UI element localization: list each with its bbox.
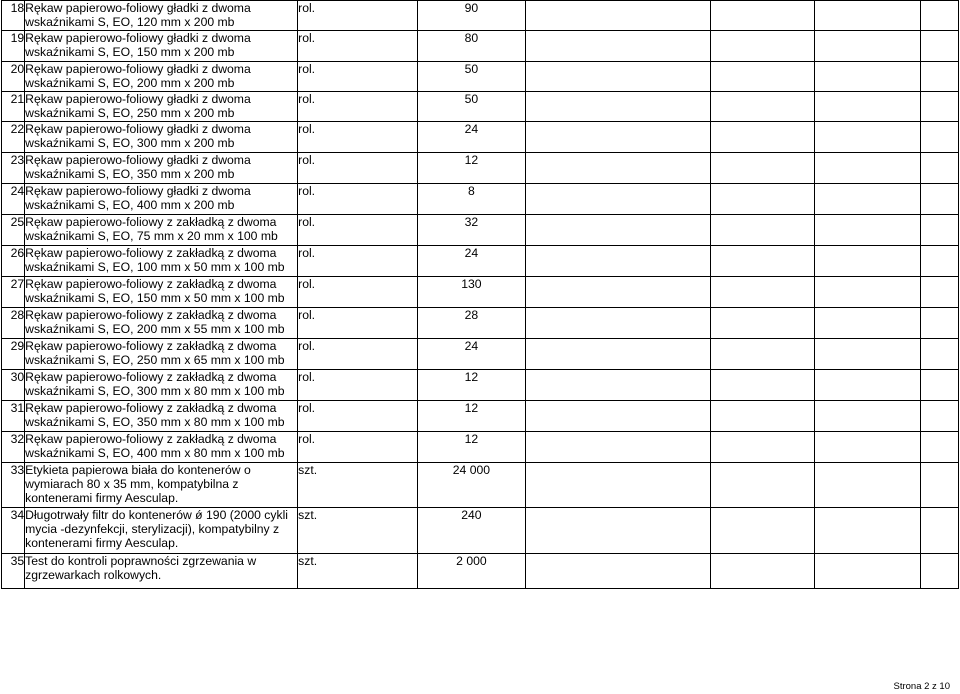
empty-cell xyxy=(814,277,920,308)
item-number: 20 xyxy=(2,62,25,92)
empty-cell xyxy=(525,370,710,401)
empty-cell xyxy=(525,401,710,432)
item-quantity: 24 000 xyxy=(418,463,526,508)
item-unit: rol. xyxy=(298,370,418,401)
item-description: Rękaw papierowo-foliowy gładki z dwoma wskaźnikami S, EO, 200 mm x 200 mb xyxy=(25,62,298,92)
empty-cell xyxy=(920,370,958,401)
item-quantity: 240 xyxy=(418,508,526,554)
empty-cell xyxy=(525,122,710,153)
empty-cell xyxy=(525,508,710,554)
item-quantity: 24 xyxy=(418,122,526,153)
item-number: 25 xyxy=(2,215,25,246)
empty-cell xyxy=(920,463,958,508)
item-quantity: 50 xyxy=(418,92,526,122)
empty-cell xyxy=(525,432,710,463)
table-row xyxy=(2,122,959,153)
tender-items-table xyxy=(1,0,959,589)
item-number: 23 xyxy=(2,153,25,184)
empty-cell xyxy=(814,508,920,554)
empty-cell xyxy=(711,508,815,554)
item-unit: rol. xyxy=(298,215,418,246)
empty-cell xyxy=(711,463,815,508)
item-quantity: 80 xyxy=(418,31,526,62)
table-body xyxy=(2,1,959,589)
empty-cell xyxy=(711,370,815,401)
empty-cell xyxy=(711,246,815,277)
empty-cell xyxy=(920,1,958,31)
item-description: Rękaw papierowo-foliowy gładki z dwoma wskaźnikami S, EO, 120 mm x 200 mb xyxy=(25,1,298,31)
item-description: Rękaw papierowo-foliowy z zakładką z dwoma wskaźnikami S, EO, 350 mm x 80 mm x 100 mb xyxy=(25,401,298,432)
empty-cell xyxy=(814,401,920,432)
item-quantity: 32 xyxy=(418,215,526,246)
item-quantity: 28 xyxy=(418,308,526,339)
table-row xyxy=(2,508,959,554)
item-number: 34 xyxy=(2,508,25,554)
empty-cell xyxy=(920,153,958,184)
item-number: 33 xyxy=(2,463,25,508)
item-description: Rękaw papierowo-foliowy z zakładką z dwoma wskaźnikami S, EO, 150 mm x 50 mm x 100 mb xyxy=(25,277,298,308)
empty-cell xyxy=(711,153,815,184)
empty-cell xyxy=(814,246,920,277)
empty-cell xyxy=(525,308,710,339)
empty-cell xyxy=(814,122,920,153)
item-description: Rękaw papierowo-foliowy gładki z dwoma wskaźnikami S, EO, 300 mm x 200 mb xyxy=(25,122,298,153)
item-unit: rol. xyxy=(298,308,418,339)
table-row xyxy=(2,401,959,432)
empty-cell xyxy=(814,92,920,122)
item-description: Rękaw papierowo-foliowy z zakładką z dwoma wskaźnikami S, EO, 75 mm x 20 mm x 100 mb xyxy=(25,215,298,246)
empty-cell xyxy=(711,62,815,92)
item-number: 19 xyxy=(2,31,25,62)
item-description: Rękaw papierowo-foliowy gładki z dwoma wskaźnikami S, EO, 150 mm x 200 mb xyxy=(25,31,298,62)
item-unit: szt. xyxy=(298,463,418,508)
table-row xyxy=(2,463,959,508)
item-description: Rękaw papierowo-foliowy z zakładką z dwoma wskaźnikami S, EO, 200 mm x 55 mm x 100 mb xyxy=(25,308,298,339)
item-quantity: 24 xyxy=(418,246,526,277)
empty-cell xyxy=(711,339,815,370)
item-unit: szt. xyxy=(298,554,418,589)
item-number: 35 xyxy=(2,554,25,589)
empty-cell xyxy=(711,401,815,432)
item-quantity: 90 xyxy=(418,1,526,31)
item-description: Rękaw papierowo-foliowy gładki z dwoma wskaźnikami S, EO, 250 mm x 200 mb xyxy=(25,92,298,122)
empty-cell xyxy=(814,339,920,370)
item-quantity: 8 xyxy=(418,184,526,215)
empty-cell xyxy=(920,554,958,589)
empty-cell xyxy=(814,31,920,62)
empty-cell xyxy=(525,92,710,122)
item-unit: szt. xyxy=(298,508,418,554)
item-unit: rol. xyxy=(298,432,418,463)
empty-cell xyxy=(525,246,710,277)
table-row xyxy=(2,1,959,31)
table-row xyxy=(2,370,959,401)
item-number: 22 xyxy=(2,122,25,153)
empty-cell xyxy=(814,153,920,184)
item-quantity: 12 xyxy=(418,432,526,463)
item-unit: rol. xyxy=(298,62,418,92)
empty-cell xyxy=(711,554,815,589)
empty-cell xyxy=(711,215,815,246)
empty-cell xyxy=(920,31,958,62)
empty-cell xyxy=(814,463,920,508)
item-unit: rol. xyxy=(298,153,418,184)
empty-cell xyxy=(814,370,920,401)
item-quantity: 12 xyxy=(418,370,526,401)
empty-cell xyxy=(711,184,815,215)
empty-cell xyxy=(525,31,710,62)
empty-cell xyxy=(525,184,710,215)
item-unit: rol. xyxy=(298,277,418,308)
empty-cell xyxy=(920,246,958,277)
item-unit: rol. xyxy=(298,92,418,122)
item-description: Test do kontroli poprawności zgrzewania w zgrzewarkach rolkowych. xyxy=(25,554,298,589)
item-number: 24 xyxy=(2,184,25,215)
empty-cell xyxy=(814,215,920,246)
item-unit: rol. xyxy=(298,122,418,153)
empty-cell xyxy=(920,401,958,432)
table-row xyxy=(2,215,959,246)
empty-cell xyxy=(920,432,958,463)
empty-cell xyxy=(525,339,710,370)
item-number: 28 xyxy=(2,308,25,339)
item-description: Rękaw papierowo-foliowy gładki z dwoma wskaźnikami S, EO, 350 mm x 200 mb xyxy=(25,153,298,184)
item-description: Rękaw papierowo-foliowy gładki z dwoma wskaźnikami S, EO, 400 mm x 200 mb xyxy=(25,184,298,215)
item-unit: rol. xyxy=(298,339,418,370)
table-row xyxy=(2,31,959,62)
table-row xyxy=(2,432,959,463)
item-number: 27 xyxy=(2,277,25,308)
empty-cell xyxy=(814,432,920,463)
empty-cell xyxy=(525,277,710,308)
item-quantity: 2 000 xyxy=(418,554,526,589)
empty-cell xyxy=(814,62,920,92)
item-unit: rol. xyxy=(298,401,418,432)
table-row xyxy=(2,62,959,92)
empty-cell xyxy=(525,554,710,589)
item-number: 29 xyxy=(2,339,25,370)
item-unit: rol. xyxy=(298,246,418,277)
item-unit: rol. xyxy=(298,31,418,62)
page-number: Strona 2 z 10 xyxy=(893,681,950,692)
empty-cell xyxy=(525,62,710,92)
table-row xyxy=(2,339,959,370)
item-description: Rękaw papierowo-foliowy z zakładką z dwoma wskaźnikami S, EO, 400 mm x 80 mm x 100 mb xyxy=(25,432,298,463)
item-description: Rękaw papierowo-foliowy z zakładką z dwoma wskaźnikami S, EO, 250 mm x 65 mm x 100 mb xyxy=(25,339,298,370)
table-row xyxy=(2,92,959,122)
item-quantity: 12 xyxy=(418,153,526,184)
empty-cell xyxy=(920,92,958,122)
item-unit: rol. xyxy=(298,184,418,215)
empty-cell xyxy=(525,1,710,31)
empty-cell xyxy=(711,432,815,463)
empty-cell xyxy=(711,1,815,31)
empty-cell xyxy=(711,308,815,339)
item-description: Etykieta papierowa biała do kontenerów o wymiarach 80 x 35 mm, kompatybilna z kontenerami firmy Aesculap. xyxy=(25,463,298,508)
table-row xyxy=(2,277,959,308)
table-row xyxy=(2,554,959,589)
table-row xyxy=(2,308,959,339)
empty-cell xyxy=(814,1,920,31)
empty-cell xyxy=(920,508,958,554)
item-quantity: 24 xyxy=(418,339,526,370)
empty-cell xyxy=(711,122,815,153)
item-quantity: 50 xyxy=(418,62,526,92)
empty-cell xyxy=(920,339,958,370)
empty-cell xyxy=(814,308,920,339)
item-number: 26 xyxy=(2,246,25,277)
empty-cell xyxy=(814,554,920,589)
item-quantity: 12 xyxy=(418,401,526,432)
item-number: 32 xyxy=(2,432,25,463)
empty-cell xyxy=(711,31,815,62)
empty-cell xyxy=(920,62,958,92)
empty-cell xyxy=(920,308,958,339)
empty-cell xyxy=(711,92,815,122)
empty-cell xyxy=(920,215,958,246)
table-row xyxy=(2,246,959,277)
item-number: 18 xyxy=(2,1,25,31)
empty-cell xyxy=(525,463,710,508)
item-quantity: 130 xyxy=(418,277,526,308)
item-number: 31 xyxy=(2,401,25,432)
empty-cell xyxy=(920,122,958,153)
empty-cell xyxy=(525,215,710,246)
empty-cell xyxy=(525,153,710,184)
item-description: Długotrwały filtr do kontenerów ǿ 190 (2000 cykli mycia -dezynfekcji, sterylizacji), kompatybilny z kontenerami firmy Aesculap. xyxy=(25,508,298,554)
empty-cell xyxy=(920,277,958,308)
item-unit: rol. xyxy=(298,1,418,31)
empty-cell xyxy=(711,277,815,308)
table-row xyxy=(2,153,959,184)
empty-cell xyxy=(814,184,920,215)
table-row xyxy=(2,184,959,215)
empty-cell xyxy=(920,184,958,215)
item-description: Rękaw papierowo-foliowy z zakładką z dwoma wskaźnikami S, EO, 300 mm x 80 mm x 100 mb xyxy=(25,370,298,401)
item-description: Rękaw papierowo-foliowy z zakładką z dwoma wskaźnikami S, EO, 100 mm x 50 mm x 100 mb xyxy=(25,246,298,277)
item-number: 21 xyxy=(2,92,25,122)
item-number: 30 xyxy=(2,370,25,401)
